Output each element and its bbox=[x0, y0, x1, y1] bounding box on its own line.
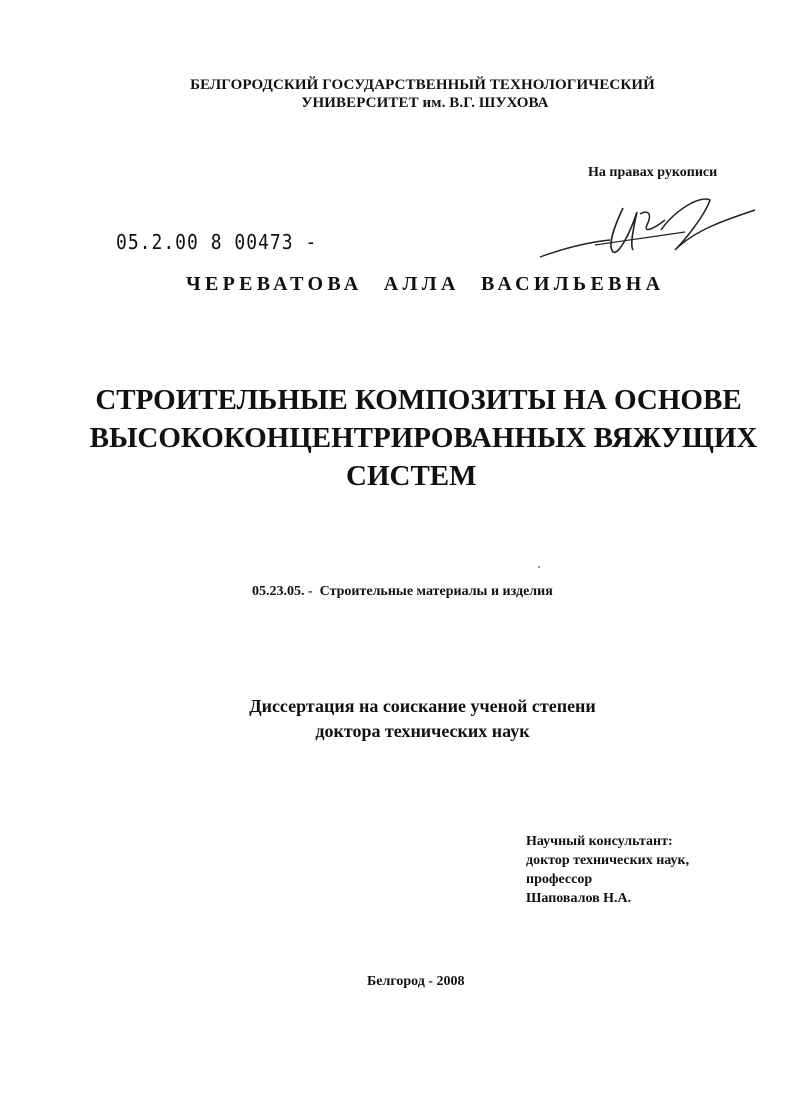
university-line-1: БЕЛГОРОДСКИЙ ГОСУДАРСТВЕННЫЙ ТЕХНОЛОГИЧЕСКИЙ bbox=[190, 77, 655, 93]
dissertation-line-1: Диссертация на соискание ученой степени bbox=[249, 696, 596, 716]
dissertation-line-2: доктора технических наук bbox=[315, 721, 530, 741]
consultant-label: Научный консультант: bbox=[526, 834, 673, 849]
thesis-title bbox=[0, 381, 795, 495]
city-year: Белгород - 2008 bbox=[367, 974, 465, 989]
title-line-1: СТРОИТЕЛЬНЫЕ КОМПОЗИТЫ НА ОСНОВЕ bbox=[95, 384, 742, 416]
consultant-name: Шаповалов Н.А. bbox=[526, 891, 632, 906]
consultant-rank: профессор bbox=[526, 872, 593, 887]
specialty: 05.23.05. - Строительные материалы и изделия bbox=[252, 584, 553, 599]
consultant-degree: доктор технических наук, bbox=[526, 853, 690, 868]
university-line-2: УНИВЕРСИТЕТ им. В.Г. ШУХОВА bbox=[301, 95, 549, 111]
title-line-2: ВЫСОКОКОНЦЕНТРИРОВАННЫХ ВЯЖУЩИХ bbox=[89, 422, 758, 454]
rights-note: На правах рукописи bbox=[588, 165, 718, 180]
signature bbox=[535, 190, 760, 265]
scientific-consultant bbox=[526, 832, 689, 908]
dissertation-statement bbox=[0, 694, 795, 744]
university-header bbox=[0, 76, 795, 112]
archive-stamp: 05.2.00 8 00473 - bbox=[116, 230, 318, 255]
author-name: ЧЕРЕВАТОВА АЛЛА ВАСИЛЬЕВНА bbox=[186, 273, 665, 295]
title-line-3: СИСТЕМ bbox=[346, 460, 477, 492]
speck bbox=[538, 566, 540, 568]
